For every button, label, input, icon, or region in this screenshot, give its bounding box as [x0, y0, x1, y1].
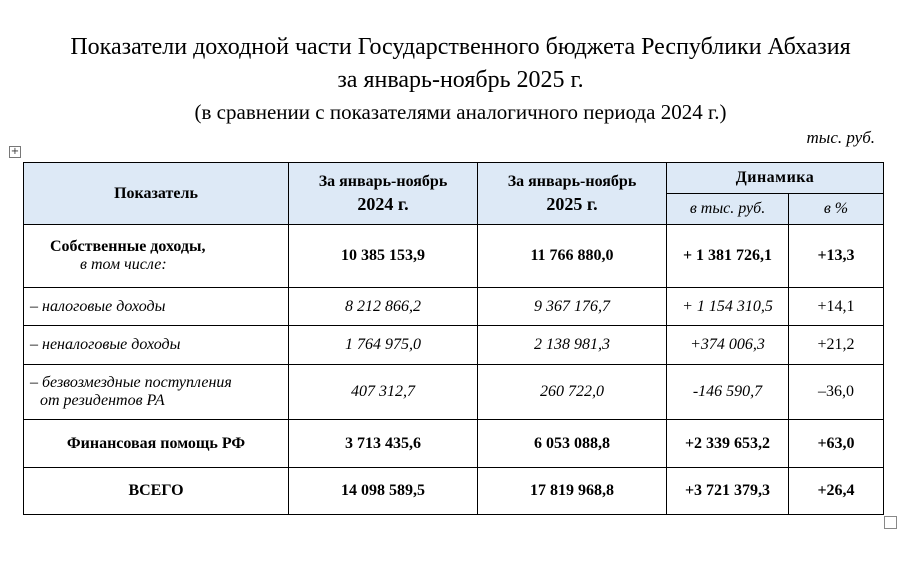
row-label-main: Собственные доходы, [50, 238, 206, 255]
header-indicator: Показатель [24, 163, 289, 225]
dynamics-abs: + 1 154 310,5 [667, 288, 789, 326]
row-label: Финансовая помощь РФ [24, 420, 289, 468]
dynamics-pct: +21,2 [789, 326, 884, 365]
table-row [24, 468, 884, 515]
header-dynamics: Динамика [667, 163, 884, 194]
row-label: ВСЕГО [24, 468, 289, 515]
row-label [24, 225, 289, 288]
value-2025: 260 722,0 [478, 365, 667, 420]
header-2025-line1: За январь-ноябрь [507, 172, 637, 190]
dynamics-pct: +13,3 [789, 225, 884, 288]
header-dyn-abs: в тыс. руб. [667, 194, 789, 225]
value-2024: 407 312,7 [289, 365, 478, 420]
table-row [24, 365, 884, 420]
table-row [24, 326, 884, 365]
dynamics-abs: -146 590,7 [667, 365, 789, 420]
dynamics-pct: +26,4 [789, 468, 884, 515]
header-2024-line2: 2024 г. [357, 193, 409, 214]
row-label: – неналоговые доходы [24, 326, 289, 365]
page-subtitle: (в сравнении с показателями аналогичного периода 2024 г.) [194, 100, 727, 124]
dynamics-abs: +2 339 653,2 [667, 420, 789, 468]
value-2025: 17 819 968,8 [478, 468, 667, 515]
value-2024: 1 764 975,0 [289, 326, 478, 365]
row-label: – налоговые доходы [24, 288, 289, 326]
page-title-line2: за январь-ноябрь 2025 г. [337, 67, 584, 93]
page-title-line1: Показатели доходной части Государственного бюджета Республики Абхазия [70, 34, 851, 60]
value-2025: 11 766 880,0 [478, 225, 667, 288]
row-label [24, 365, 289, 420]
table-move-handle-icon[interactable]: + [10, 146, 20, 157]
value-2025: 2 138 981,3 [478, 326, 667, 365]
row-label-sub: в том числе: [80, 256, 167, 273]
dynamics-abs: + 1 381 726,1 [667, 225, 789, 288]
value-2024: 8 212 866,2 [289, 288, 478, 326]
row-label-main: – безвозмездные поступления [30, 374, 232, 391]
table-row [24, 225, 884, 288]
header-2024-line1: За январь-ноябрь [318, 172, 448, 190]
value-2025: 6 053 088,8 [478, 420, 667, 468]
dynamics-pct: +63,0 [789, 420, 884, 468]
header-2025-line2: 2025 г. [546, 193, 598, 214]
header-dyn-pct: в % [789, 194, 884, 225]
value-2024: 3 713 435,6 [289, 420, 478, 468]
table-resize-handle-icon[interactable] [884, 516, 897, 529]
dynamics-pct: –36,0 [789, 365, 884, 420]
header-2025 [478, 163, 667, 225]
value-2024: 10 385 153,9 [289, 225, 478, 288]
dynamics-abs: +374 006,3 [667, 326, 789, 365]
table-row [24, 420, 884, 468]
budget-table [23, 162, 884, 515]
dynamics-pct: +14,1 [789, 288, 884, 326]
dynamics-abs: +3 721 379,3 [667, 468, 789, 515]
value-2024: 14 098 589,5 [289, 468, 478, 515]
units-label: тыс. руб. [806, 128, 875, 147]
table-row [24, 288, 884, 326]
row-label-sub: от резидентов РА [40, 392, 165, 409]
header-2024 [289, 163, 478, 225]
value-2025: 9 367 176,7 [478, 288, 667, 326]
